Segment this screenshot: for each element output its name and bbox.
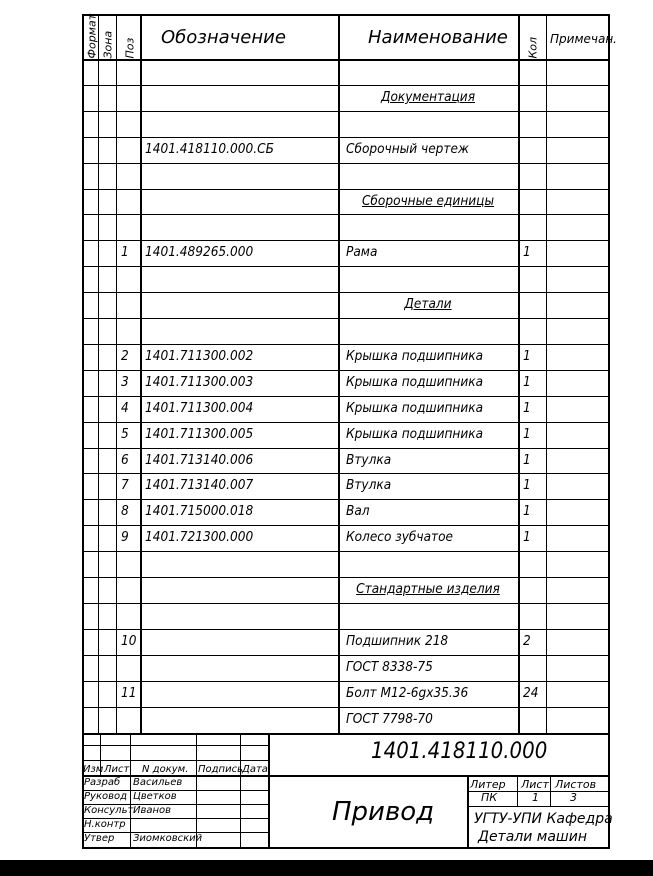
header-format: Формат	[85, 13, 99, 59]
row-line	[82, 214, 610, 215]
section-heading: Сборочные единицы	[361, 193, 495, 209]
column-line	[98, 14, 99, 733]
row-pos: 5	[121, 426, 129, 442]
row-qty: 1	[523, 477, 531, 493]
header-name: Наименование	[368, 27, 508, 48]
row-name: Крышка подшипника	[346, 348, 484, 364]
signature-name: Иванов	[133, 805, 172, 816]
row-name: Крышка подшипника	[346, 374, 484, 390]
row-qty: 1	[523, 348, 531, 364]
row-qty: 24	[523, 685, 539, 701]
title-block-divider	[268, 733, 270, 849]
row-line	[82, 448, 610, 449]
row-name: Болт М12-6gх35.36	[346, 685, 469, 701]
doc-number: 1401.418110.000	[371, 739, 548, 764]
row-line	[82, 163, 610, 164]
section-heading: Детали	[404, 296, 452, 312]
tb-col-line	[196, 733, 197, 849]
header-pos: Поз	[123, 37, 137, 59]
row-line	[82, 266, 610, 267]
row-name: Колесо зубчатое	[346, 529, 454, 545]
section-heading: Стандартные изделия	[356, 581, 500, 597]
row-name: Крышка подшипника	[346, 426, 484, 442]
row-pos: 8	[121, 503, 129, 519]
row-pos: 9	[121, 529, 129, 545]
row-line	[82, 137, 610, 138]
row-designation: 1401.711300.005	[145, 426, 254, 442]
header-line	[82, 59, 610, 61]
row-line	[82, 422, 610, 423]
row-line	[82, 499, 610, 500]
row-pos: 3	[121, 374, 129, 390]
column-line	[546, 14, 547, 733]
row-designation: 1401.713140.007	[145, 477, 254, 493]
column-line	[140, 14, 142, 733]
doc-title: Привод	[332, 797, 435, 827]
row-line	[82, 473, 610, 474]
row-designation: 1401.711300.003	[145, 374, 254, 390]
col-podp: Подпись	[198, 764, 243, 775]
liter-col	[517, 775, 518, 806]
row-qty: 1	[523, 244, 531, 260]
row-line	[82, 318, 610, 319]
row-pos: 1	[121, 244, 129, 260]
row-designation: 1401.715000.018	[145, 503, 254, 519]
section-heading: Документация	[380, 89, 476, 105]
row-name: Крышка подшипника	[346, 400, 484, 416]
liter-value: ПК	[481, 791, 498, 804]
row-qty: 1	[523, 452, 531, 468]
row-line	[82, 344, 610, 345]
org-divider	[467, 806, 610, 807]
row-name: Сборочный чертеж	[346, 141, 469, 157]
signature-role: Н.контр	[84, 819, 126, 830]
row-name: ГОСТ 7798-70	[346, 711, 433, 727]
col-izm: Изм	[83, 764, 104, 775]
signature-role: Консульт	[84, 805, 134, 816]
row-line	[82, 681, 610, 682]
row-designation: 1401.711300.004	[145, 400, 254, 416]
row-pos: 4	[121, 400, 129, 416]
column-line	[116, 14, 117, 733]
row-designation: 1401.489265.000	[145, 244, 254, 260]
col-list: Лист	[104, 764, 130, 775]
signature-name: Зиомковский	[133, 833, 203, 844]
row-line	[82, 85, 610, 86]
row-qty: 1	[523, 503, 531, 519]
list-label: Лист	[521, 778, 549, 791]
row-name: Вал	[346, 503, 370, 519]
row-qty: 1	[523, 426, 531, 442]
signature-role: Утвер	[84, 833, 115, 844]
row-line	[82, 577, 610, 578]
list-col	[550, 775, 551, 806]
header-designation: Обозначение	[161, 27, 286, 48]
row-line	[82, 292, 610, 293]
listov-label: Листов	[555, 778, 597, 791]
row-line	[82, 370, 610, 371]
row-qty: 1	[523, 529, 531, 545]
row-designation: 1401.721300.000	[145, 529, 254, 545]
column-line	[518, 14, 520, 733]
row-line	[82, 525, 610, 526]
row-pos: 7	[121, 477, 129, 493]
liter-label: Литер	[470, 778, 506, 791]
row-line	[82, 707, 610, 708]
column-line	[338, 14, 340, 733]
row-line	[82, 629, 610, 630]
row-line	[82, 603, 610, 604]
list-value: 1	[532, 791, 539, 804]
org-line1: УГТУ-УПИ Кафедра	[474, 811, 613, 827]
header-zone: Зона	[101, 30, 115, 59]
row-designation: 1401.711300.002	[145, 348, 254, 364]
row-pos: 10	[121, 633, 137, 649]
title-block-mid	[268, 775, 610, 777]
row-name: Втулка	[346, 477, 392, 493]
row-line	[82, 240, 610, 241]
row-name: Подшипник 218	[346, 633, 449, 649]
row-name: ГОСТ 8338-75	[346, 659, 433, 675]
row-qty: 2	[523, 633, 531, 649]
org-line2: Детали машин	[478, 829, 587, 845]
row-line	[82, 655, 610, 656]
listov-value: 3	[570, 791, 577, 804]
row-qty: 1	[523, 400, 531, 416]
row-line	[82, 111, 610, 112]
tb-col-line	[130, 733, 131, 849]
row-qty: 1	[523, 374, 531, 390]
signature-name: Васильев	[133, 777, 183, 788]
row-pos: 11	[121, 685, 137, 701]
row-designation: 1401.418110.000.СБ	[145, 141, 274, 157]
row-pos: 2	[121, 348, 129, 364]
row-line	[82, 551, 610, 552]
row-name: Втулка	[346, 452, 392, 468]
signature-role: Разраб	[84, 777, 121, 788]
row-pos: 6	[121, 452, 129, 468]
row-line	[82, 189, 610, 190]
row-name: Рама	[346, 244, 378, 260]
header-qty: Кол	[526, 36, 540, 59]
row-designation: 1401.713140.006	[145, 452, 254, 468]
tb-col-line	[240, 733, 241, 849]
title-block-top	[82, 733, 610, 735]
header-note: Примечан.	[550, 32, 617, 46]
signature-role: Руковод	[84, 791, 128, 802]
col-ndoc: N докум.	[142, 764, 189, 775]
row-line	[82, 396, 610, 397]
signature-name: Цветков	[133, 791, 177, 802]
liter-divider	[467, 775, 469, 849]
col-data: Дата	[242, 764, 268, 775]
